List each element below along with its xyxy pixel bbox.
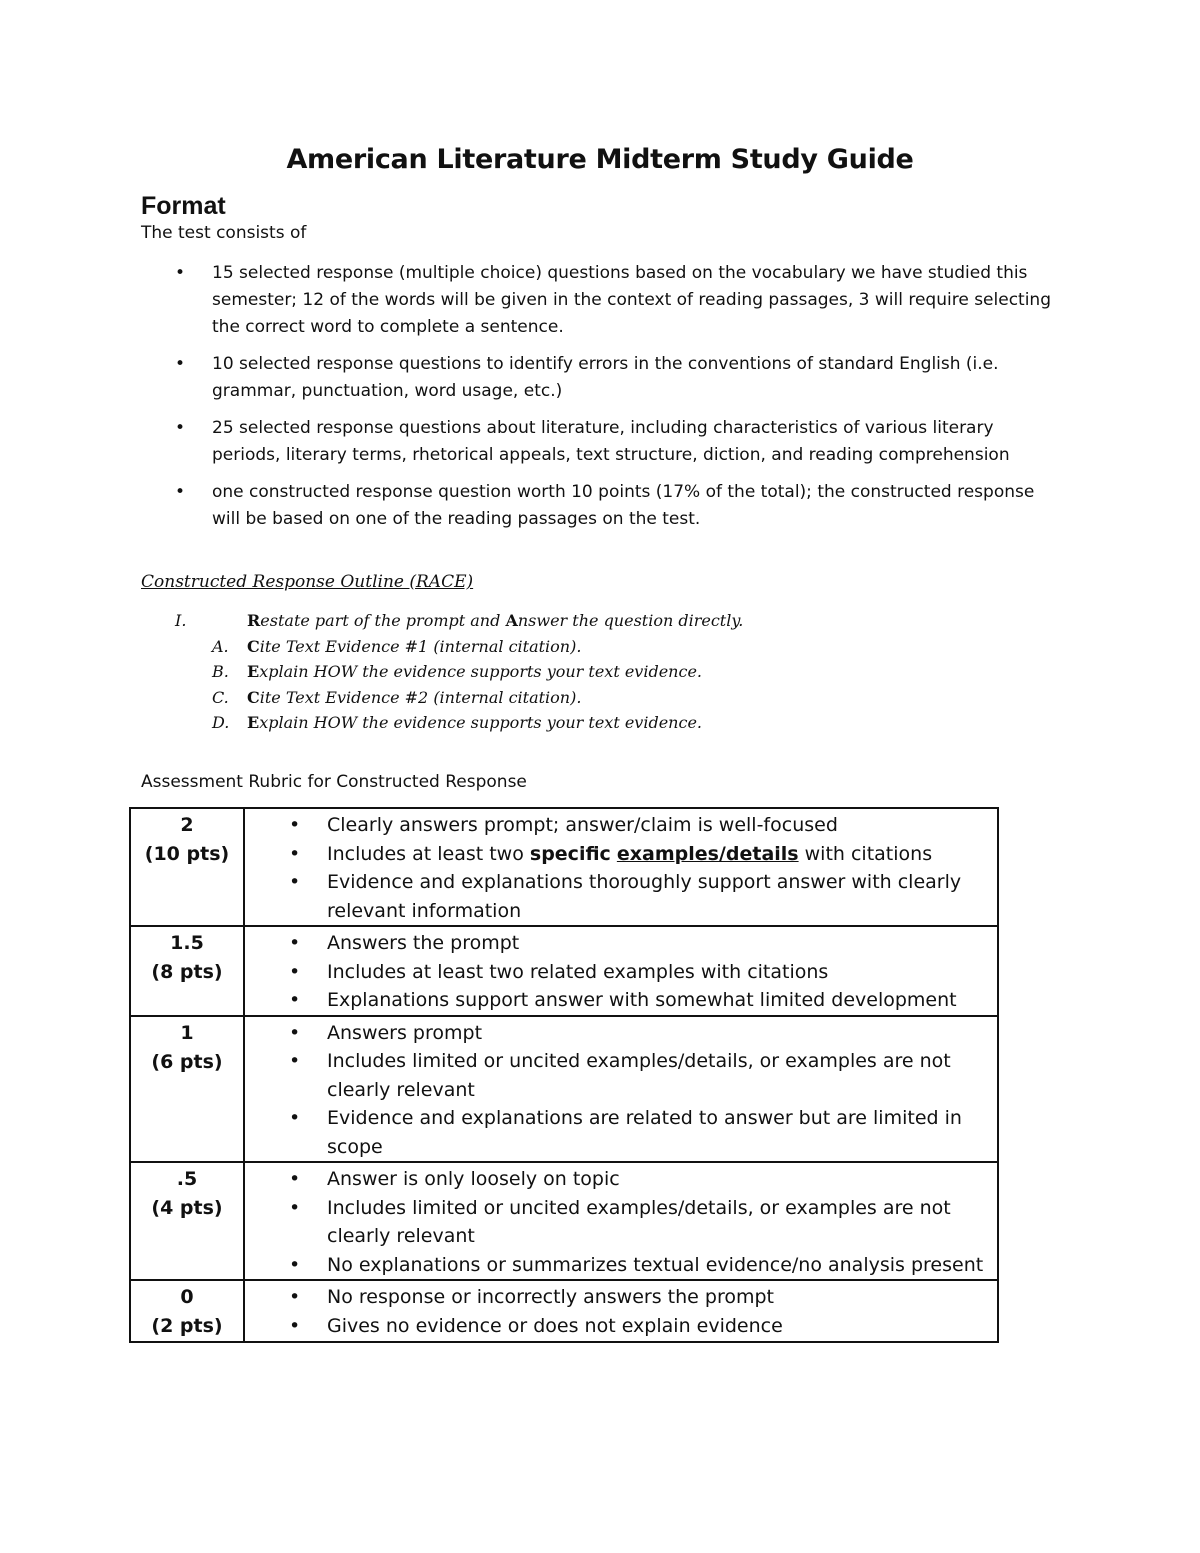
outline-text: ite Text Evidence #2 (internal citation). [259,687,582,707]
rubric-criterion [245,1104,997,1161]
rubric-score-cell [130,808,244,926]
rubric-criterion-text: Evidence and explanations thoroughly support answer with clearly relevant information [327,871,962,922]
rubric-score: 2 [180,814,194,836]
rubric-criteria-cell [244,926,998,1016]
rubric-criterion [245,1312,997,1341]
rubric-score-cell [130,1016,244,1163]
rubric-criterion-emphasis: specific [529,842,611,865]
rubric-criterion [245,1194,997,1251]
document-title: American Literature Midterm Study Guide [286,144,914,175]
bullet-icon: • [289,871,301,893]
rubric-criterion [245,958,997,987]
outline-initial: C [247,636,260,656]
outline-number: C. [212,687,229,707]
outline-initial: A [505,611,518,630]
rubric-points: (4 pts) [151,1197,223,1219]
race-outline-item [141,710,743,736]
rubric-criterion-text: No explanations or summarizes textual evidence/no analysis present [327,1253,984,1276]
format-bullet-item [141,351,1061,405]
outline-initial: E [247,713,260,732]
rubric-score: 1 [180,1021,194,1044]
bullet-icon: • [289,1050,301,1072]
rubric-points: (6 pts) [151,1050,223,1073]
rubric-criterion [245,1251,997,1280]
format-bullet-text: one constructed response question worth 10 points (17% of the total); the constructed response will be based on one of the reading passages on the test. [212,482,1035,529]
outline-text: xplain HOW the evidence supports your text evidence. [259,713,702,732]
outline-text: estate part of the prompt and [260,611,506,630]
rubric-score: .5 [176,1168,198,1190]
rubric-criterion-underlined: examples/details [616,842,799,865]
rubric-score: 0 [180,1286,194,1308]
rubric-criterion [245,986,997,1015]
format-bullet-item [141,479,1061,533]
race-outline-item [141,685,743,711]
rubric-criteria-list [245,1283,997,1340]
bullet-icon: • [175,263,186,283]
rubric-criterion-text: Answer is only loosely on topic [327,1168,620,1190]
rubric-criterion-text-pre: Includes at least two [327,842,530,865]
rubric-criterion [245,868,997,925]
rubric-points: (2 pts) [151,1315,223,1337]
outline-text: nswer the question directly. [517,611,744,630]
format-bullet-list [141,260,1061,543]
bullet-icon: • [289,1021,301,1044]
race-outline-heading: Constructed Response Outline (RACE) [141,572,474,592]
bullet-icon: • [289,842,301,865]
rubric-caption: Assessment Rubric for Constructed Response [141,772,527,792]
outline-initial: E [247,662,260,681]
format-heading: Format [141,192,226,220]
outline-initial: C [247,687,260,707]
rubric-criterion [245,929,997,958]
race-outline-list [141,608,743,736]
outline-text: xplain HOW the evidence supports your text evidence. [259,662,702,681]
rubric-criterion-text: Includes limited or uncited examples/details, or examples are not clearly relevant [327,1050,951,1101]
rubric-criterion-text: Answers prompt [327,1021,483,1044]
rubric-criterion [245,1165,997,1194]
rubric-score-cell [130,1280,244,1342]
format-bullet-item [141,260,1061,341]
bullet-icon: • [289,1107,301,1129]
rubric-score: 1.5 [170,932,204,954]
format-bullet-text: 15 selected response (multiple choice) questions based on the vocabulary we have studied this semester; 12 of the words will be given in the context of reading passages, 3 will require selecting the correct word to complete a sentence. [212,263,1051,337]
bullet-icon: • [289,1196,301,1219]
outline-number: I. [175,611,187,630]
bullet-icon: • [175,418,186,438]
bullet-icon: • [289,1314,301,1337]
rubric-criterion-text-post: with citations [798,842,933,865]
outline-text: ite Text Evidence #1 (internal citation). [259,636,582,656]
rubric-criteria-list [245,929,997,1015]
race-outline-item [141,608,743,634]
rubric-criteria-list [245,1019,997,1162]
rubric-criterion-text: Includes limited or uncited examples/details, or examples are not clearly relevant [327,1196,951,1247]
format-intro: The test consists of [141,223,307,243]
rubric-score-cell [130,1162,244,1280]
bullet-icon: • [289,1168,301,1190]
rubric-row [130,808,998,926]
rubric-criteria-cell [244,1280,998,1342]
rubric-row [130,926,998,1016]
outline-number: D. [212,713,230,732]
bullet-icon: • [289,1286,301,1308]
rubric-row [130,1162,998,1280]
format-bullet-text: 10 selected response questions to identify errors in the conventions of standard English (i.e. grammar, punctuation, word usage, etc.) [212,354,999,401]
format-bullet-text: 25 selected response questions about literature, including characteristics of various literary periods, literary terms, rhetorical appeals, text structure, diction, and reading comprehension [212,418,1010,465]
rubric-criteria-cell [244,808,998,926]
rubric-criterion-text: No response or incorrectly answers the prompt [327,1286,774,1308]
bullet-icon: • [289,960,301,983]
rubric-criterion [245,1047,997,1104]
rubric-criterion-text: Includes at least two related examples with citations [327,960,829,983]
rubric-criterion-text: Clearly answers prompt; answer/claim is well-focused [327,814,838,836]
rubric-row [130,1280,998,1342]
rubric-row [130,1016,998,1163]
bullet-icon: • [289,989,301,1011]
bullet-icon: • [175,482,186,502]
rubric-criterion [245,1283,997,1312]
outline-number: B. [212,662,229,681]
bullet-icon: • [289,1253,301,1276]
rubric-criteria-cell [244,1016,998,1163]
race-outline-item [141,659,743,685]
rubric-criteria-cell [244,1162,998,1280]
rubric-points: (10 pts) [144,843,230,865]
rubric-criterion-text: Gives no evidence or does not explain evidence [327,1314,783,1337]
rubric-criterion [245,811,997,840]
rubric-criteria-list [245,1165,997,1279]
format-bullet-item [141,415,1061,469]
rubric-criterion-text: Answers the prompt [327,932,520,954]
rubric-score-cell [130,926,244,1016]
rubric-criterion [245,1019,997,1048]
bullet-icon: • [289,932,301,954]
rubric-table [129,807,999,1343]
rubric-criteria-list [245,811,997,925]
rubric-criterion-text: Explanations support answer with somewhat limited development [327,989,957,1011]
rubric-points: (8 pts) [151,961,223,983]
rubric-criterion-text: Evidence and explanations are related to answer but are limited in scope [327,1107,962,1158]
bullet-icon: • [289,814,301,836]
race-outline-item [141,634,743,660]
bullet-icon: • [175,354,186,374]
outline-initial: R [247,611,261,630]
outline-number: A. [212,636,229,656]
rubric-criterion [245,840,997,869]
